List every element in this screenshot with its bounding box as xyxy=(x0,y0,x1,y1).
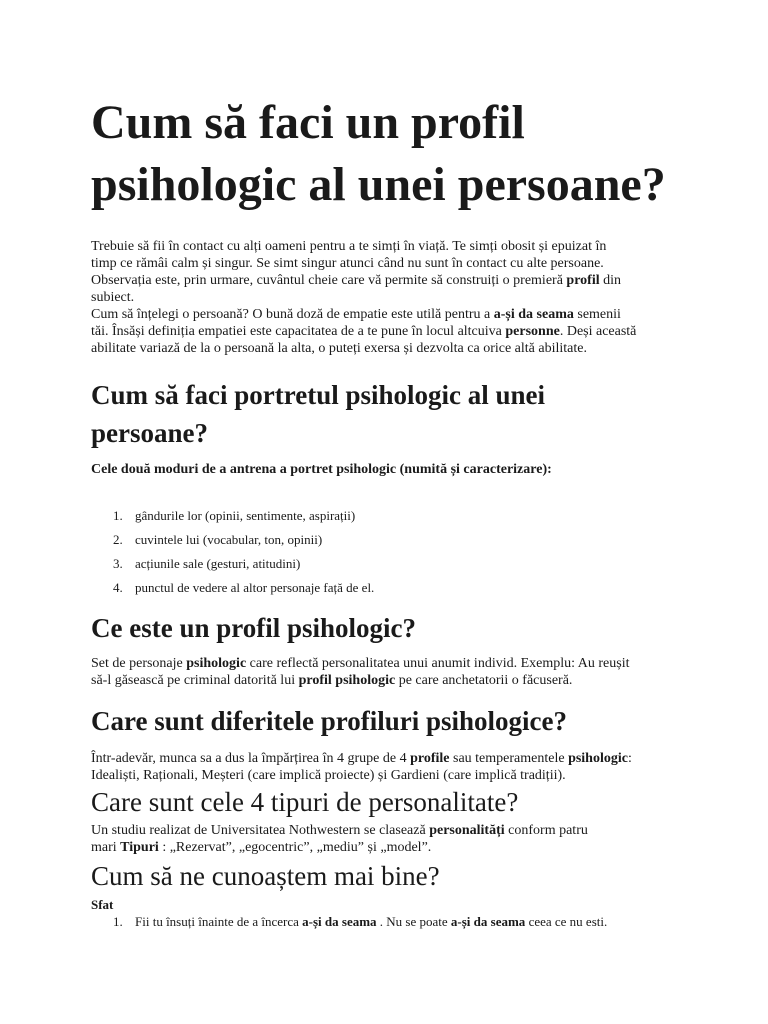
intro-line-4: subiect. xyxy=(91,290,135,305)
page-title xyxy=(91,92,731,216)
page-title-line-2: psihologic al unei persoane? xyxy=(91,158,666,211)
intro-line-3: Observația este, prin urmare, cuvântul cheie care vă permite să construiți o premieră profil din xyxy=(91,273,621,288)
section-heading-cunoastere: Cum să ne cunoaștem mai bine? xyxy=(91,861,440,891)
section-paragraph-tipuri: Un studiu realizat de Universitatea Nothwestern se clasează personalități conform patru mari Tipuri : „Rezervat”, „egocentric”, „mediu” și „model”. xyxy=(91,823,588,855)
page-title-line-1: Cum să faci un profil xyxy=(91,96,525,149)
intro-line-1: Trebuie să fii în contact cu alți oameni pentru a te simți în viață. Te simți obosit și epuizat în xyxy=(91,239,607,254)
section-heading-portret: Cum să faci portretul psihologic al unei persoane? xyxy=(91,380,546,448)
list-item: 1. Fii tu însuți înainte de a încerca a-și da seama . Nu se poate a-și da seama ceea ce nu esti. xyxy=(113,914,608,929)
section-heading-profil: Ce este un profil psihologic? xyxy=(91,613,417,643)
list-item: 4. punctul de vedere al altor personaje față de el. xyxy=(113,580,375,595)
section-paragraph-profil: Set de personaje psihologic care reflectă personalitatea unui anumit individ. Exemplu: Au reușit să-l găsească pe criminal datorită lui profil psihologic pe care anchetatorii o făcuseră. xyxy=(91,656,630,688)
intro-line-5: Cum să înțelegi o persoană? O bună doză de empatie este utilă pentru a a-și da seama semenii xyxy=(91,307,621,322)
intro-line-6: tăi. Însăși definiția empatiei este capacitatea de a te pune în locul altcuiva personne. Deși această xyxy=(91,324,637,339)
section-heading-profiluri: Care sunt diferitele profiluri psihologice? xyxy=(91,706,567,736)
section-heading-tipuri: Care sunt cele 4 tipuri de personalitate? xyxy=(91,787,519,817)
list-item: 1. gândurile lor (opinii, sentimente, aspirații) xyxy=(113,508,356,523)
intro-line-2: timp ce rămâi calm și singur. Se simt singur atunci când nu sunt în contact cu alte persoane. xyxy=(91,256,604,271)
list-item: 3. acțiunile sale (gesturi, atitudini) xyxy=(113,556,301,571)
intro-line-7: abilitate variază de la o persoană la alta, o puteți exersa și dezvolta ca orice altă abilitate. xyxy=(91,341,587,356)
list-item: 2. cuvintele lui (vocabular, ton, opinii) xyxy=(113,532,323,547)
section-lead-portret: Cele două moduri de a antrena a portret psihologic (numită și caracterizare): xyxy=(91,462,552,477)
section-sub-sfat: Sfat xyxy=(91,897,114,912)
section-paragraph-profiluri: Într-adevăr, munca sa a dus la împărțirea în 4 grupe de 4 profile sau temperamentele psihologic: Idealiști, Raționali, Meșteri (care implică proiecte) și Gardieni (care implică tradiții). xyxy=(91,751,632,783)
intro-paragraph xyxy=(91,238,691,357)
